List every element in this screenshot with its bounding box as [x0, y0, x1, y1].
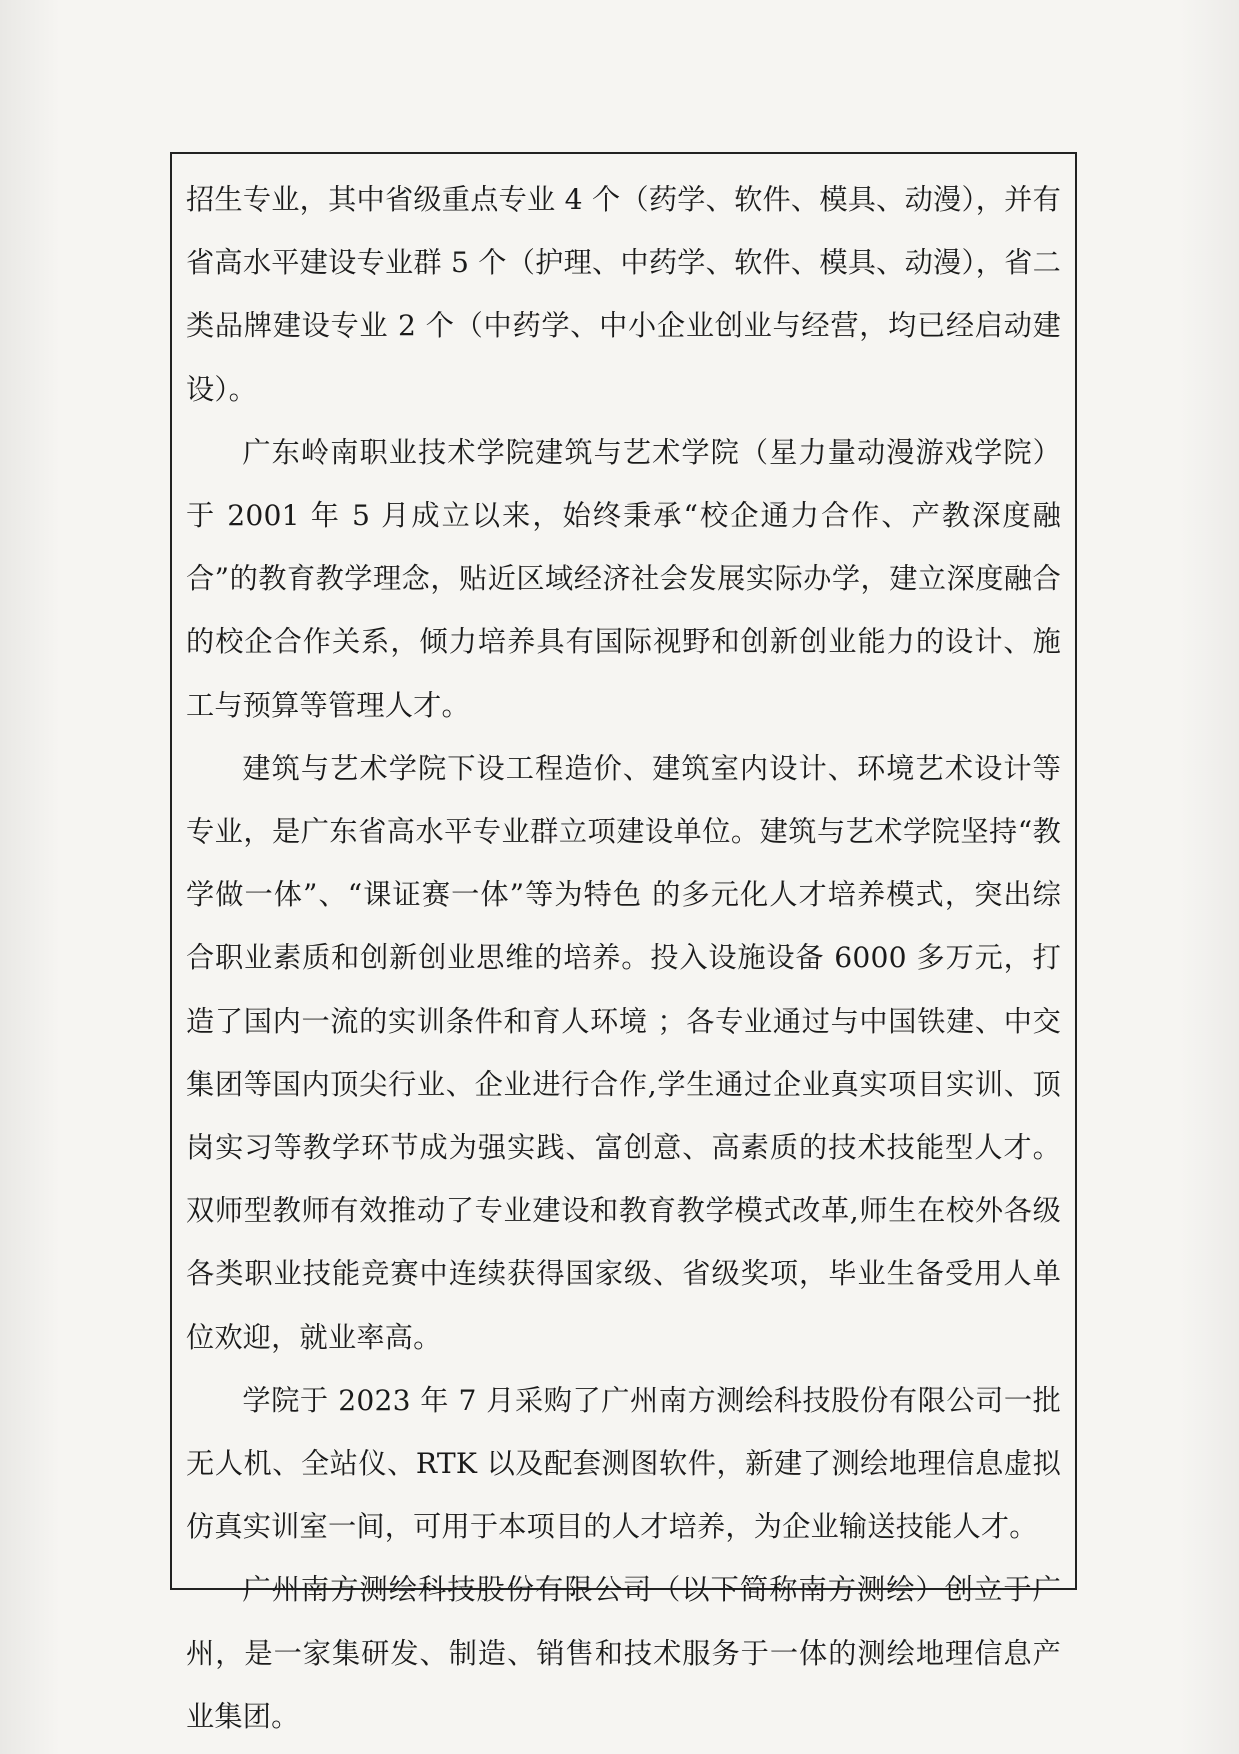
paragraph-company-intro: 广州南方测绘科技股份有限公司（以下简称南方测绘）创立于广州，是一家集研发、制造、销售和技术服务于一体的测绘地理信息产业集团。 — [186, 1573, 1061, 1733]
document-frame — [170, 152, 1077, 1733]
paragraph-school-intro: 广东岭南职业技术学院建筑与艺术学院（星力量动漫游戏学院）于 2001 年 5 月成立以来，始终秉承“校企通力合作、产教深度融合”的教育教学理念，贴近区域经济社会发展实际办学，建立深度融合的校企合作关系，倾力培养具有国际视野和创新创业能力的设计、施工与预算等管理人才。 — [186, 435, 1061, 722]
paragraph-equipment-purchase: 学院于 2023 年 7 月采购了广州南方测绘科技股份有限公司一批无人机、全站仪、RTK 以及配套测图软件，新建了测绘地理信息虚拟仿真实训室一间，可用于本项目的人才培养，为企业输送技能人才。 — [186, 1383, 1061, 1544]
paragraph-school-majors: 建筑与艺术学院下设工程造价、建筑室内设计、环境艺术设计等专业，是广东省高水平专业群立项建设单位。建筑与艺术学院坚持“教学做一体”、“课证赛一体”等为特色 的多元化人才培养模式，突出综合职业素质和创新创业思维的培养。投入设施设备 6000 多万元，打造了国内一流的实训条件和育人环境 ；各专业通过与中国铁建、中交集团等国内顶尖行业、企业进行合作,学生通过企业真实项目实训、顶岗实习等教学环节成为强实践、富创意、高素质的技术技能型人才。双师型教师有效推动了专业建设和教育教学模式改革,师生在校外各级各类职业技能竞赛中连续获得国家级、省级奖项，毕业生备受用人单位欢迎，就业率高。 — [186, 751, 1061, 1354]
paragraph-enrollment-majors: 招生专业，其中省级重点专业 4 个（药学、软件、模具、动漫），并有省高水平建设专业群 5 个（护理、中药学、软件、模具、动漫），省二类品牌建设专业 2 个（中药学、中小企业创业与经营，均已经启动建设）。 — [186, 183, 1061, 406]
